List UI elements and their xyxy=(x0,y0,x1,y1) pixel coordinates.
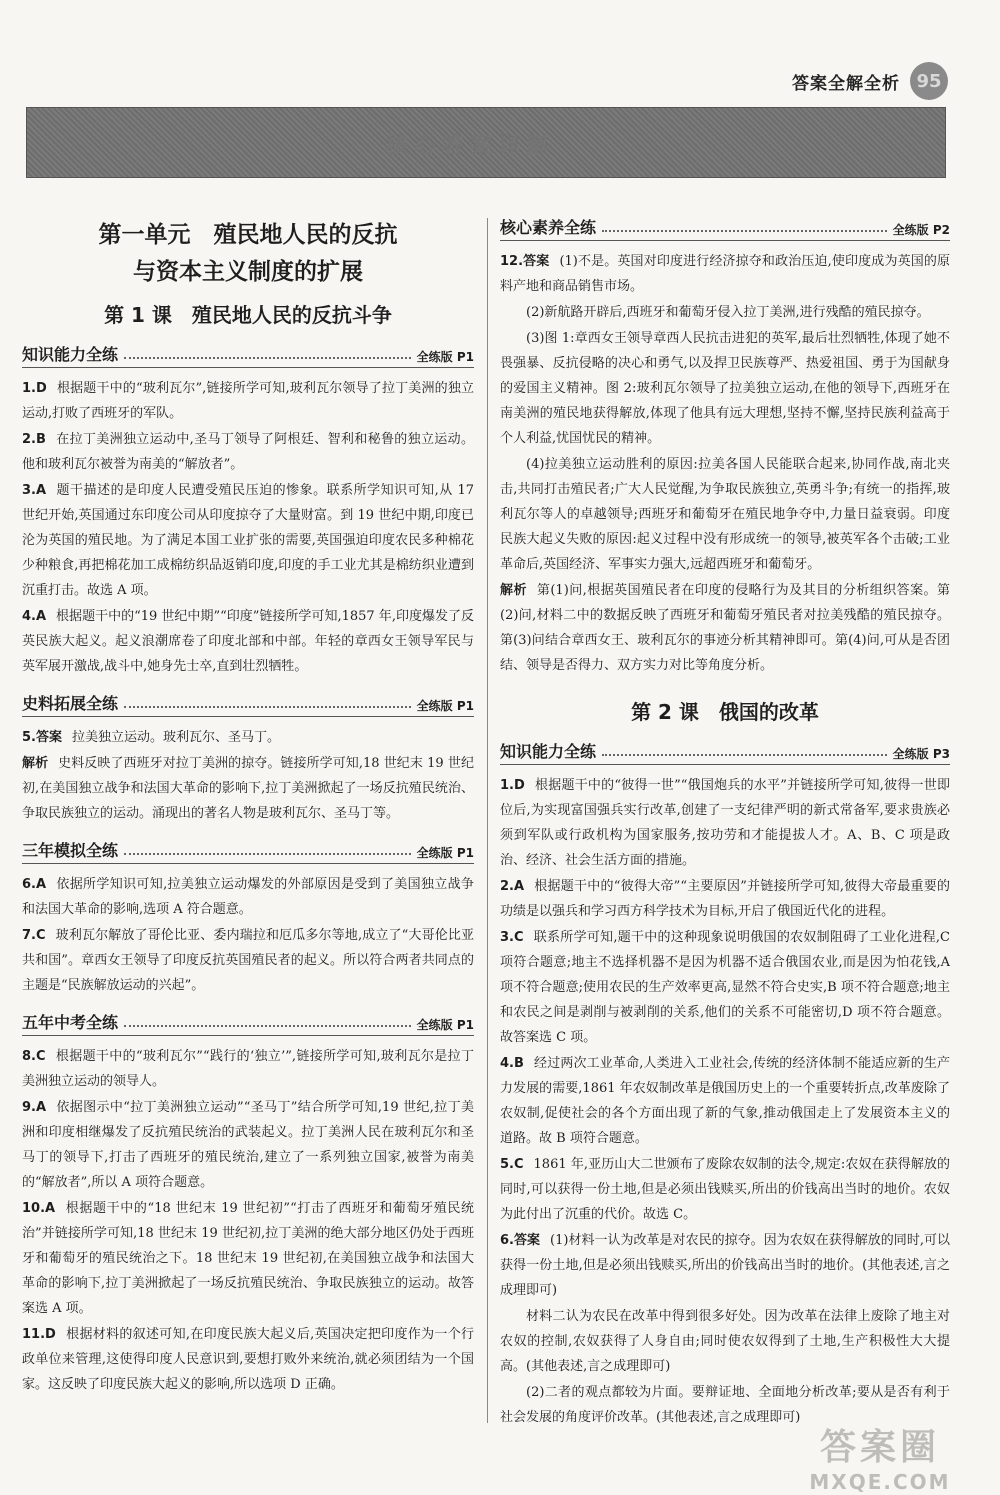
item-text: 根据题干中的“彼得大帝”“主要原因”并链接所学可知,彼得大帝最重要的功绩是以强兵和学习西方科学技术为目标,开启了俄国近代化的进程。 xyxy=(500,879,950,919)
unit-title-line-1: 第一单元 殖民地人民的反抗 xyxy=(98,222,398,248)
item-label: 3.C xyxy=(500,930,524,945)
item-text: 在拉丁美洲独立运动中,圣马丁领导了阿根廷、智利和秘鲁的独立运动。他和玻利瓦尔被誉为南美的“解放者”。 xyxy=(22,432,474,472)
item-text: 拉美独立运动。玻利瓦尔、圣马丁。 xyxy=(71,730,280,745)
left-column xyxy=(22,215,474,1398)
lesson-1-title: 第 1 课 殖民地人民的反抗斗争 xyxy=(104,303,392,327)
section-tag: 全练版 P1 xyxy=(416,1018,474,1032)
section-tag: 全练版 P1 xyxy=(416,699,474,713)
watermark-top: 答案圈 xyxy=(819,1427,940,1468)
section-header xyxy=(22,691,474,717)
left-sections xyxy=(22,342,474,1397)
answer-item xyxy=(22,1196,474,1321)
item-label: 8.C xyxy=(22,1049,46,1064)
answer-item xyxy=(22,1044,474,1094)
item-label: 2.B xyxy=(22,432,46,447)
section-tag: 全练版 P3 xyxy=(892,747,950,761)
item-text: 依据图示中“拉丁美洲独立运动”“圣马丁”结合所学可知,19 世纪,拉丁美洲和印度相继爆发了反抗殖民统治的武装起义。拉丁美洲人民在玻利瓦尔和圣马丁的领导下,打击了西班牙的殖民统治,建立了一系列独立国家,被誉为南美的“解放者”,所以 A 项符合题意。 xyxy=(22,1100,474,1190)
answer-item xyxy=(22,376,474,426)
item-label: 1.D xyxy=(500,778,525,793)
lesson-2-items xyxy=(500,773,950,1227)
analysis-label: 解析 xyxy=(500,583,527,598)
item-text: 根据题干中的“彼得一世”“俄国炮兵的水平”并链接所学可知,彼得一世即位后,为实现富国强兵实行改革,创建了一支纪律严明的新式常备军,要求贵族必须到军队或行政机构为国家服务,按功劳和才能提拔人才。A、B、C 项是政治、经济、社会生活方面的措施。 xyxy=(500,778,950,868)
item-label: 1.D xyxy=(22,381,47,396)
analysis-block xyxy=(500,578,950,678)
answer-item xyxy=(22,604,474,679)
answer-paragraph: (2)新航路开辟后,西班牙和葡萄牙侵入拉丁美洲,进行残酷的殖民掠夺。 xyxy=(526,305,930,320)
answer-block xyxy=(500,249,950,299)
item-label: 4.A xyxy=(22,609,47,624)
item-text: 根据题干中的“玻利瓦尔”,链接所学可知,玻利瓦尔领导了拉丁美洲的独立运动,打败了西班牙的军队。 xyxy=(22,381,474,421)
item-label: 4.B xyxy=(500,1056,524,1071)
section-name: 史料拓展全练 xyxy=(22,694,119,713)
page-number: 95 xyxy=(910,62,948,100)
answer-paragraph: 材料二认为农民在改革中得到很多好处。因为改革在法律上废除了地主对农奴的控制,农奴获得了人身自由;同时使农奴得到了土地,生产积极性大大提高。(其他表述,言之成理即可) xyxy=(500,1309,950,1374)
item-label: 9.A xyxy=(22,1100,47,1115)
answer-item xyxy=(22,725,474,750)
section-tag: 全练版 P1 xyxy=(416,350,474,364)
section-dots xyxy=(124,853,411,855)
answer-paragraph: (4)拉美独立运动胜利的原因:拉美各国人民能联合起来,协同作战,南北夹击,共同打击殖民者;广大人民觉醒,为争取民族独立,英勇斗争;有统一的指挥,玻利瓦尔等人的卓越领导;西班牙和葡萄牙在殖民地争夺中,力量日益衰弱。印度民族大起义失败的原因:起义过程中没有形成统一的领导,被英军各个击破;工业革命后,英国经济、军事实力强大,远超西班牙和葡萄牙。 xyxy=(500,457,950,572)
answer-item xyxy=(22,751,474,826)
item-text: 史料反映了西班牙对拉丁美洲的掠夺。链接所学可知,18 世纪末 19 世纪初,在美国独立战争和法国大革命的影响下,拉丁美洲掀起了一场反抗殖民统治、争取民族独立的运动。涌现出的著名人物是玻利瓦尔、圣马丁等。 xyxy=(22,756,474,821)
answer-block xyxy=(500,1228,950,1303)
page-header xyxy=(792,62,948,100)
column-divider xyxy=(487,218,488,1423)
answer-label: 12.答案 xyxy=(500,254,550,269)
item-text: 根据材料的叙述可知,在印度民族大起义后,英国决定把印度作为一个行政单位来管理,这使得印度人民意识到,要想打败外来统治,就必须团结为一个国家。这反映了印度民族大起义的影响,所以选项 D 正确。 xyxy=(22,1327,474,1392)
section-dots xyxy=(124,706,411,708)
item-text: 联系所学可知,题干中的这种现象说明俄国的农奴制阻碍了工业化进程,C 项符合题意;地主不选择机器不是因为机器不适合俄国农业,而是因为怕花钱,A 项不符合题意;使用农民的生产效率更高,显然不符合史实,B 项不符合题意;地主和农民之间是剥削与被剥削的关系,他们的关系不可能密切,D 项不符合题意。故答案选 C 项。 xyxy=(500,930,950,1045)
banner-text: 核心答案详解 xyxy=(386,134,555,159)
answer-label: 6.答案 xyxy=(500,1233,541,1248)
section-tag: 全练版 P1 xyxy=(416,846,474,860)
section-name: 知识能力全练 xyxy=(22,345,119,364)
answer-item xyxy=(500,874,950,924)
section-dots xyxy=(602,754,887,756)
answer-item xyxy=(22,478,474,603)
answer-item xyxy=(500,773,950,873)
site-watermark xyxy=(780,1419,980,1494)
section-dots xyxy=(124,357,411,359)
item-text: 玻利瓦尔解放了哥伦比亚、委内瑞拉和厄瓜多尔等地,成立了“大哥伦比亚共和国”。章西女王领导了印度反抗英国殖民者的起义。所以符合两者共同点的主题是“民族解放运动的兴起”。 xyxy=(22,928,474,993)
lesson-2-title: 第 2 课 俄国的改革 xyxy=(631,700,819,724)
answer-item xyxy=(22,872,474,922)
item-label: 解析 xyxy=(22,756,49,771)
answer-item xyxy=(500,925,950,1050)
item-text: 根据题干中的“玻利瓦尔”“践行的‘独立’”,链接所学可知,玻利瓦尔是拉丁美洲独立运动的领导人。 xyxy=(22,1049,474,1089)
section-header xyxy=(22,838,474,864)
right-column xyxy=(500,215,950,1431)
section-name: 知识能力全练 xyxy=(500,742,597,761)
answer-paragraph: (2)二者的观点都较为片面。要辩证地、全面地分析改革;要从是否有利于社会发展的角度评价改革。(其他表述,言之成理即可) xyxy=(500,1385,950,1425)
section-header xyxy=(500,739,950,765)
section-dots xyxy=(124,1025,411,1027)
item-label: 3.A xyxy=(22,483,47,498)
section-header xyxy=(22,342,474,368)
section-name: 五年中考全练 xyxy=(22,1013,119,1032)
answer-paragraph: (1)不是。英国对印度进行经济掠夺和政治压迫,使印度成为英国的原料产地和商品销售市场。 xyxy=(500,254,950,294)
answer-item xyxy=(22,1095,474,1195)
section-name: 三年模拟全练 xyxy=(22,841,119,860)
watermark-bottom: MXQE.COM xyxy=(809,1470,951,1494)
section-tag: 全练版 P2 xyxy=(892,223,950,237)
item-label: 5.答案 xyxy=(22,730,62,745)
item-text: 经过两次工业革命,人类进入工业社会,传统的经济体制不能适应新的生产力发展的需要,1861 年农奴制改革是俄国历史上的一个重要转折点,改革废除了农奴制,促使社会的各个方面出现了新的气象,推动俄国走上了发展资本主义的道路。故 B 项符合题意。 xyxy=(500,1056,950,1146)
section-header xyxy=(22,1010,474,1036)
item-text: 依据所学知识可知,拉美独立运动爆发的外部原因是受到了美国独立战争和法国大革命的影响,选项 A 符合题意。 xyxy=(22,877,474,917)
answer-item xyxy=(22,427,474,477)
answer-paragraph: (3)图 1:章西女王领导章西人民抗击进犯的英军,最后壮烈牺牲,体现了她不畏强暴、反抗侵略的决心和勇气,以及捍卫民族尊严、热爱祖国、勇于为国献身的爱国主义精神。图 2:玻利瓦尔领导了拉美独立运动,在他的领导下,西班牙在南美洲的殖民地获得解放,体现了他具有远大理想,坚持不懈,坚持民族利益高于个人利益,忧国忧民的精神。 xyxy=(500,331,950,446)
answer-item xyxy=(22,923,474,998)
answer-item xyxy=(500,1152,950,1227)
item-text: 根据题干中的“19 世纪中期”“印度”链接所学可知,1857 年,印度爆发了反英民族大起义。起义浪潮席卷了印度北部和中部。年轻的章西女王领导军民与英军展开激战,战斗中,她身先士卒,直到壮烈牺牲。 xyxy=(22,609,474,674)
section-name: 核心素养全练 xyxy=(500,218,597,237)
item-label: 10.A xyxy=(22,1201,56,1216)
item-label: 11.D xyxy=(22,1327,56,1342)
answer-paragraph: (1)材料一认为改革是对农民的掠夺。因为农奴在获得解放的同时,可以获得一份土地,但是必须出钱赎买,所出的价钱高出当时的地价。(其他表述,言之成理即可) xyxy=(500,1233,950,1298)
item-label: 5.C xyxy=(500,1157,524,1172)
header-banner xyxy=(26,107,946,178)
section-dots xyxy=(602,230,887,232)
item-label: 2.A xyxy=(500,879,525,894)
item-label: 6.A xyxy=(22,877,47,892)
unit-title-line-2: 与资本主义制度的扩展 xyxy=(133,259,363,285)
header-title: 答案全解全析 xyxy=(792,73,900,94)
section-header xyxy=(500,215,950,241)
answer-item xyxy=(22,1322,474,1397)
item-text: 题干描述的是印度人民遭受殖民压迫的惨象。联系所学知识可知,从 17 世纪开始,英国通过东印度公司从印度掠夺了大量财富。到 19 世纪中期,印度已沦为英国的殖民地。为了满足本国工业扩张的需要,英国强迫印度农民多种棉花少种粮食,再把棉花加工成棉纺织品返销印度,印度的手工业尤其是棉纺织业遭到沉重打击。故选 A 项。 xyxy=(22,483,474,598)
analysis-text: 第(1)问,根据英国殖民者在印度的侵略行为及其目的分析组织答案。第(2)问,材料二中的数据反映了西班牙和葡萄牙殖民者对拉美残酷的殖民掠夺。第(3)问结合章西女王、玻利瓦尔的事迹分析其精神即可。第(4)问,可从是否团结、领导是否得力、双方实力对比等角度分析。 xyxy=(500,583,950,673)
item-text: 根据题干中的“18 世纪末 19 世纪初”“打击了西班牙和葡萄牙殖民统治”并链接所学可知,18 世纪末 19 世纪初,拉丁美洲的绝大部分地区仍处于西班牙和葡萄牙的殖民统治之下。18 世纪末 19 世纪初,在美国独立战争和法国大革命的影响下,拉丁美洲掀起了一场反抗殖民统治、争取民族独立的运动。故答案选 A 项。 xyxy=(22,1201,474,1316)
item-label: 7.C xyxy=(22,928,46,943)
item-text: 1861 年,亚历山大二世颁布了废除农奴制的法令,规定:农奴在获得解放的同时,可以获得一份土地,但是必须出钱赎买,所出的价钱高出当时的地价。农奴为此付出了沉重的代价。故选 C。 xyxy=(500,1157,950,1222)
answer-item xyxy=(500,1051,950,1151)
